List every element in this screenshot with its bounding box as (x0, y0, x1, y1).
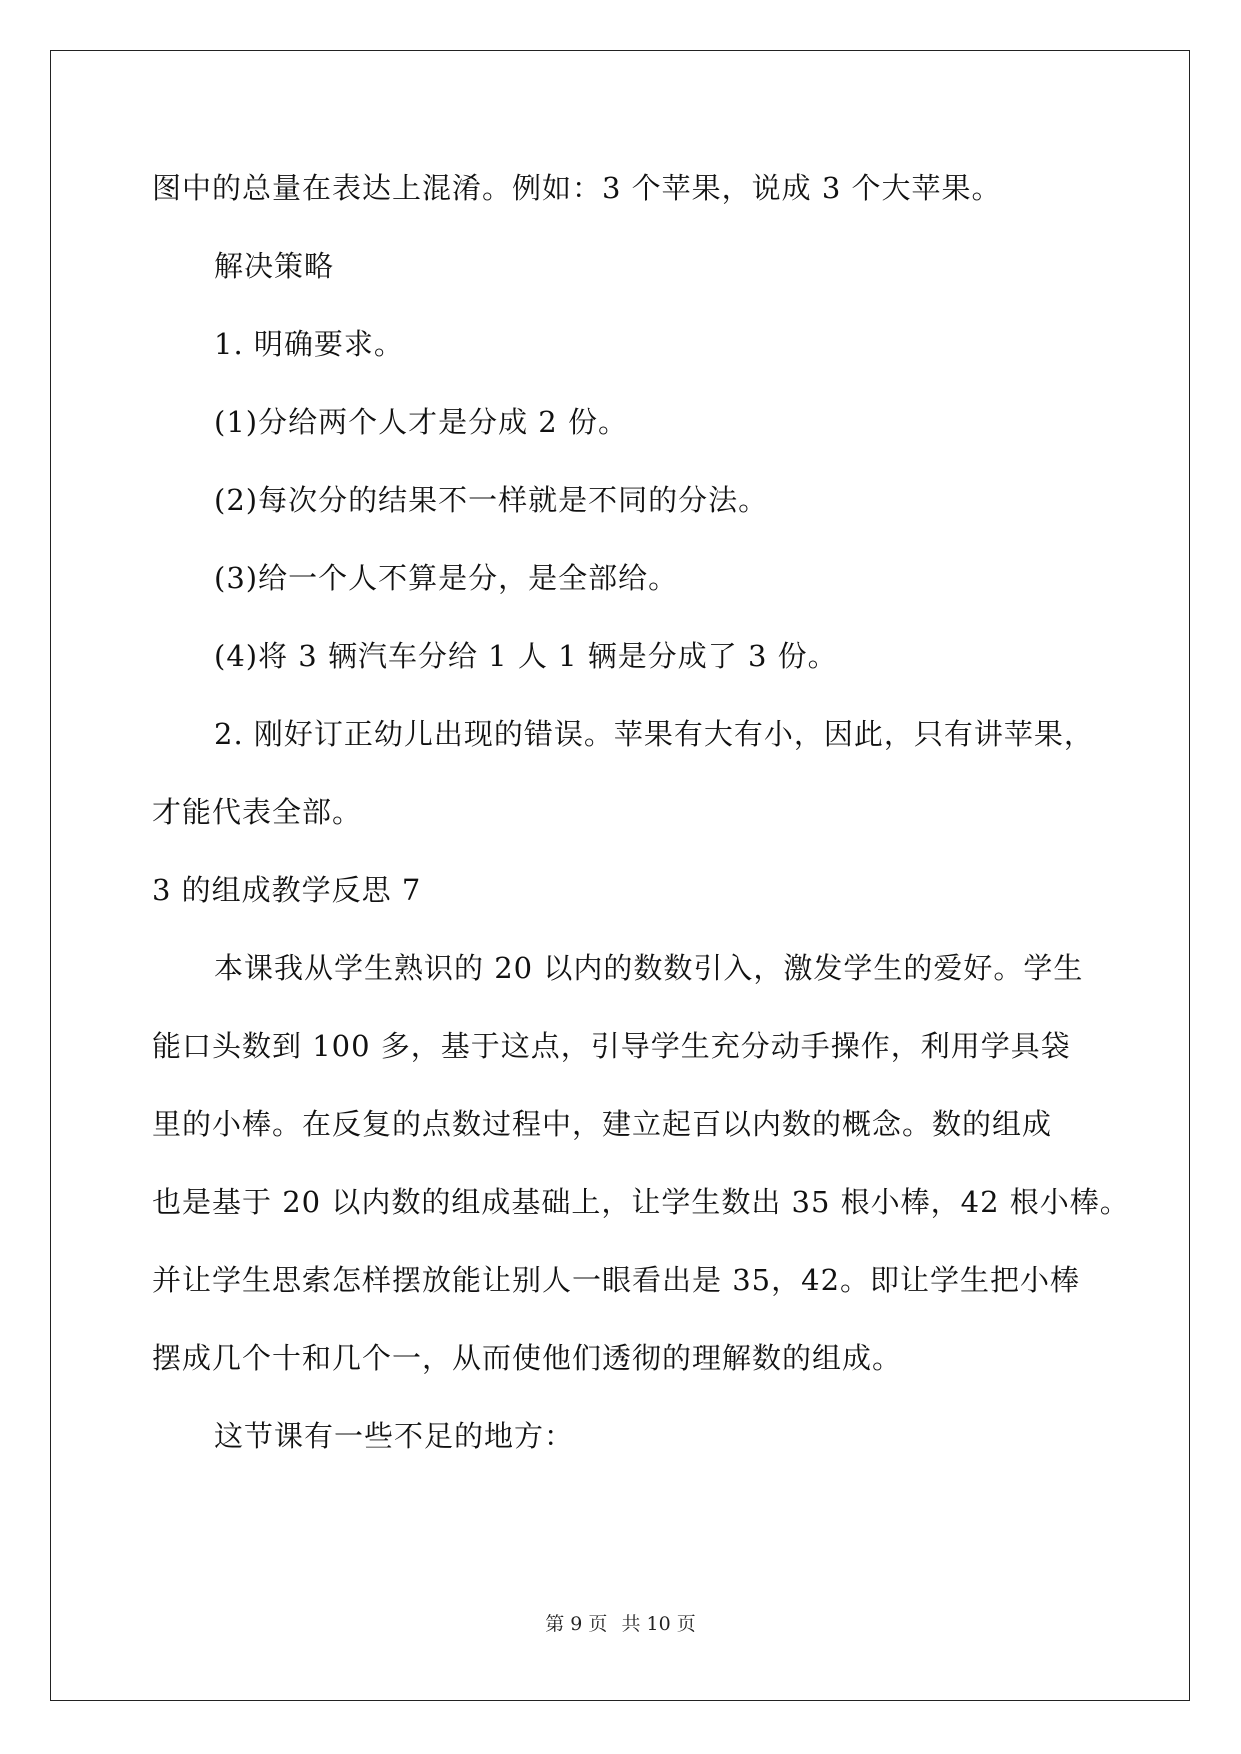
page-number-current: 第 9 页 (545, 1613, 608, 1635)
text-line: 图中的总量在表达上混淆。例如：3 个苹果，说成 3 个大苹果。 (152, 171, 1002, 205)
list-item: (4)将 3 辆汽车分给 1 人 1 辆是分成了 3 份。 (214, 639, 838, 673)
text-line: 这节课有一些不足的地方： (214, 1419, 575, 1453)
list-item: (3)给一个人不算是分，是全部给。 (214, 561, 679, 595)
page-number-total: 共 10 页 (621, 1613, 696, 1635)
text-line: 也是基于 20 以内数的组成基础上，让学生数出 35 根小棒，42 根小棒。 (152, 1185, 1130, 1219)
page-footer (0, 1612, 1241, 1636)
text-line: 本课我从学生熟识的 20 以内的数数引入，激发学生的爱好。学生 (214, 951, 1084, 985)
text-line: 能口头数到 100 多，基于这点，引导学生充分动手操作，利用学具袋 (152, 1029, 1071, 1063)
list-item: (1)分给两个人才是分成 2 份。 (214, 405, 628, 439)
text-line: 1. 明确要求。 (214, 327, 404, 361)
text-line: 2. 刚好订正幼儿出现的错误。苹果有大有小，因此，只有讲苹果， (214, 717, 1094, 751)
section-title: 3 的组成教学反思 7 (152, 873, 422, 907)
text-line: 才能代表全部。 (152, 795, 363, 829)
text-line: 摆成几个十和几个一，从而使他们透彻的理解数的组成。 (152, 1341, 903, 1375)
section-heading: 解决策略 (214, 249, 335, 283)
text-line: 并让学生思索怎样摆放能让别人一眼看出是 35，42。即让学生把小棒 (152, 1263, 1081, 1297)
list-item: (2)每次分的结果不一样就是不同的分法。 (214, 483, 769, 517)
text-line: 里的小棒。在反复的点数过程中，建立起百以内数的概念。数的组成 (152, 1107, 1053, 1141)
